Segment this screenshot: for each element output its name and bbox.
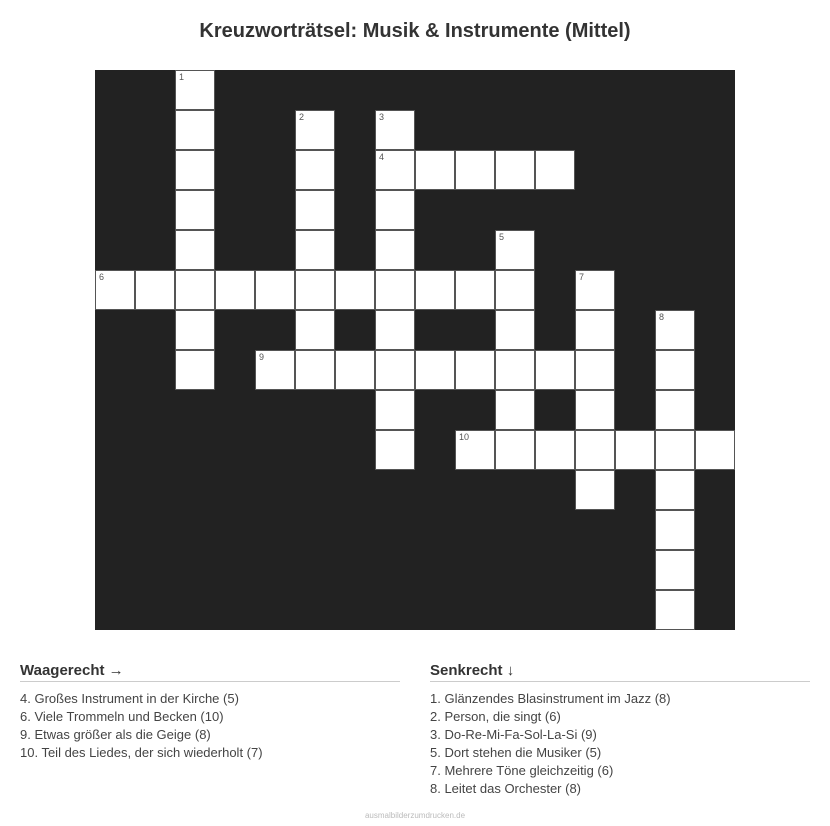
clue-number: 7 — [579, 272, 585, 282]
grid-cell[interactable] — [135, 270, 175, 310]
grid-cell[interactable] — [495, 390, 535, 430]
grid-cell[interactable] — [95, 270, 135, 310]
clue-number: 4 — [379, 152, 385, 162]
clue-item: 1. Glänzendes Blasinstrument im Jazz (8) — [430, 691, 671, 706]
grid-cell[interactable] — [495, 430, 535, 470]
grid-cell[interactable] — [535, 150, 575, 190]
grid-cell[interactable] — [255, 350, 295, 390]
grid-cell[interactable] — [575, 350, 615, 390]
clue-number: 9 — [259, 352, 265, 362]
grid-cell[interactable] — [495, 150, 535, 190]
grid-cell[interactable] — [375, 350, 415, 390]
grid-cell[interactable] — [415, 150, 455, 190]
grid-cell[interactable] — [655, 470, 695, 510]
grid-cell[interactable] — [375, 190, 415, 230]
grid-cell[interactable] — [375, 310, 415, 350]
grid-cell[interactable] — [455, 430, 495, 470]
grid-cell[interactable] — [655, 550, 695, 590]
grid-cell[interactable] — [375, 430, 415, 470]
grid-cell[interactable] — [375, 270, 415, 310]
clue-item: 4. Großes Instrument in der Kirche (5) — [20, 691, 239, 706]
across-clues — [20, 662, 400, 762]
grid-cell[interactable] — [455, 150, 495, 190]
grid-cell[interactable] — [655, 430, 695, 470]
grid-cell[interactable] — [175, 230, 215, 270]
grid-cell[interactable] — [175, 110, 215, 150]
grid-cell[interactable] — [335, 270, 375, 310]
clue-item: 6. Viele Trommeln und Becken (10) — [20, 709, 224, 724]
footer-credit: ausmalbilderzumdrucken.de — [364, 811, 466, 820]
puzzle-title: Kreuzworträtsel: Musik & Instrumente (Mittel) — [199, 20, 631, 42]
grid-cell[interactable] — [655, 590, 695, 630]
grid-cell[interactable] — [295, 310, 335, 350]
clue-number: 8 — [659, 312, 665, 322]
grid-cell[interactable] — [295, 270, 335, 310]
grid-cell[interactable] — [295, 110, 335, 150]
grid-cell[interactable] — [655, 390, 695, 430]
grid-cell[interactable] — [175, 190, 215, 230]
grid-cell[interactable] — [175, 150, 215, 190]
grid-cell[interactable] — [335, 350, 375, 390]
grid-cell[interactable] — [375, 390, 415, 430]
grid-cell[interactable] — [175, 350, 215, 390]
grid-cell[interactable] — [495, 230, 535, 270]
grid-cell[interactable] — [415, 350, 455, 390]
down-heading: Senkrecht ↓ — [430, 662, 810, 682]
clue-item: 9. Etwas größer als die Geige (8) — [20, 727, 211, 742]
grid-cell[interactable] — [415, 270, 455, 310]
grid-cell[interactable] — [375, 110, 415, 150]
grid-cell[interactable] — [575, 470, 615, 510]
clue-number: 5 — [499, 232, 505, 242]
across-heading: Waagerecht → — [20, 662, 400, 682]
clue-item: 2. Person, die singt (6) — [430, 709, 561, 724]
grid-cell[interactable] — [295, 150, 335, 190]
clue-item: 10. Teil des Liedes, der sich wiederholt (7) — [20, 745, 263, 760]
grid-cell[interactable] — [575, 310, 615, 350]
grid-cell[interactable] — [575, 430, 615, 470]
clue-number: 2 — [299, 112, 305, 122]
grid-cell[interactable] — [455, 350, 495, 390]
clue-item: 8. Leitet das Orchester (8) — [430, 781, 582, 796]
clue-number: 3 — [379, 112, 385, 122]
grid-cell[interactable] — [295, 230, 335, 270]
grid-cell[interactable] — [535, 430, 575, 470]
grid-cell[interactable] — [175, 310, 215, 350]
grid-cell[interactable] — [575, 270, 615, 310]
clue-number: 10 — [459, 432, 470, 442]
clue-item: 7. Mehrere Töne gleichzeitig (6) — [430, 763, 614, 778]
grid-cell[interactable] — [175, 270, 215, 310]
crossword-grid — [95, 70, 735, 630]
clue-number: 6 — [99, 272, 105, 282]
grid-cell[interactable] — [495, 350, 535, 390]
down-clue-list — [430, 690, 810, 798]
grid-cell[interactable] — [575, 390, 615, 430]
down-clues — [430, 662, 810, 798]
clue-number: 1 — [179, 72, 185, 82]
grid-cell[interactable] — [695, 430, 735, 470]
clue-item: 3. Do-Re-Mi-Fa-Sol-La-Si (9) — [430, 727, 597, 742]
grid-cell[interactable] — [615, 430, 655, 470]
across-clue-list — [20, 690, 400, 762]
grid-cell[interactable] — [375, 150, 415, 190]
grid-cell[interactable] — [295, 190, 335, 230]
grid-cell[interactable] — [655, 310, 695, 350]
grid-cell[interactable] — [455, 270, 495, 310]
grid-cell[interactable] — [655, 510, 695, 550]
grid-cell[interactable] — [535, 350, 575, 390]
grid-cell[interactable] — [375, 230, 415, 270]
grid-cell[interactable] — [295, 350, 335, 390]
grid-cell[interactable] — [215, 270, 255, 310]
grid-cell[interactable] — [495, 310, 535, 350]
grid-cell[interactable] — [255, 270, 295, 310]
grid-cell[interactable] — [175, 70, 215, 110]
grid-cell[interactable] — [495, 270, 535, 310]
clue-item: 5. Dort stehen die Musiker (5) — [430, 745, 602, 760]
grid-cell[interactable] — [655, 350, 695, 390]
